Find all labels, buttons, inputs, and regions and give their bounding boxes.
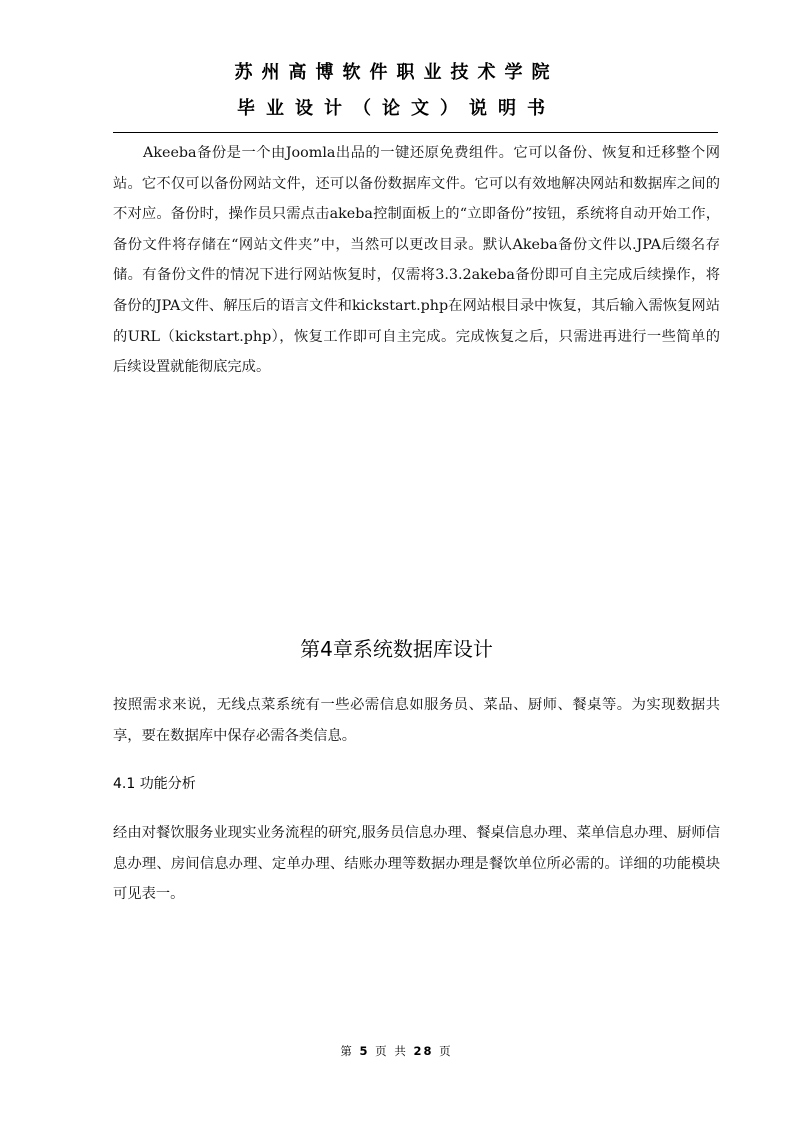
footer-prefix: 第 (340, 1044, 354, 1058)
body-paragraph-akeeba: Akeeba备份是一个由Joomla出品的一键还原免费组件。它可以备份、恢复和迁移整个网站。它不仅可以备份网站文件，还可以备份数据库文件。它可以有效地解决网站和数据库之间的不对应。备份时，操作员只需点击akeba控制面板上的“立即备份”按钮，系统将自动开始工作，备份文件将存储在“网站文件夹”中，当然可以更改目录。默认Akeba备份文件以.JPA后缀名存储。有备份文件的情况下进行网站恢复时，仅需将3.3.2akeba备份即可自主完成后续操作，将备份的JPA文件、解压后的语言文件和kickstart.php在网站根目录中恢复，其后输入需恢复网站的URL（kickstart.php），恢复工作即可自主完成。完成恢复之后，只需进再进行一些简单的后续设置就能彻底完成。 (113, 145, 720, 376)
body-paragraph-function-analysis: 经由对餐饮服务业现实业务流程的研究,服务员信息办理、餐桌信息办理、菜单信息办理、厨师信息办理、房间信息办理、定单办理、结账办理等数据办理是餐饮单位所必需的。详细的功能模块可见表一。 (113, 825, 720, 903)
header-rule (113, 132, 718, 133)
header-school-name: 苏州高博软件职业技术学院 (234, 62, 559, 83)
chapter-title: 第4章系统数据库设计 (300, 637, 493, 661)
footer-middle: 页 共 (375, 1044, 408, 1058)
section-title: 4.1 功能分析 (113, 776, 196, 792)
footer-suffix: 页 (439, 1044, 453, 1058)
body-paragraph-requirements: 按照需求来说，无线点菜系统有一些必需信息如服务员、菜品、厨师、餐桌等。为实现数据共享，要在数据库中保存必需各类信息。 (113, 697, 720, 744)
footer-total-pages: 28 (413, 1044, 434, 1058)
page-footer (0, 1043, 793, 1059)
footer-page-number: 5 (359, 1044, 370, 1058)
header-document-type: 毕业设计（论文）说明书 (237, 98, 556, 119)
